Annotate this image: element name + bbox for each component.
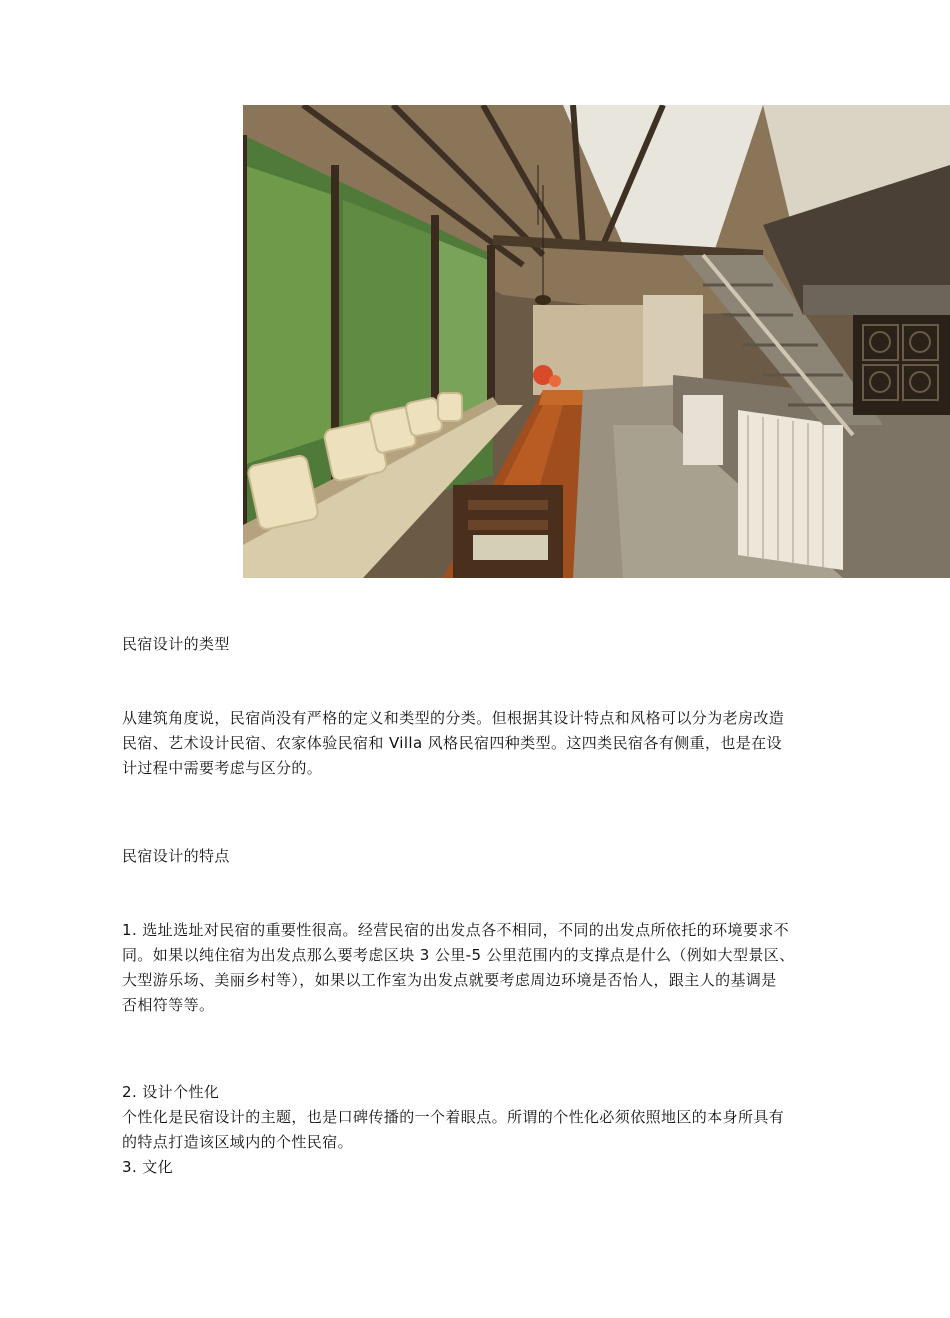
paragraph-line: 1. 选址选址对民宿的重要性很高。经营民宿的出发点各不相同，不同的出发点所依托的环境要求不 [122, 921, 790, 939]
feature-items-design-culture [122, 1080, 862, 1180]
types-paragraph [122, 706, 862, 781]
section-heading-features: 民宿设计的特点 [122, 847, 230, 865]
feature-item-location [122, 918, 862, 1018]
feature-title-culture: 3. 文化 [122, 1158, 174, 1176]
paragraph-line: 民宿、艺术设计民宿、农家体验民宿和 Villa 风格民宿四种类型。这四类民宿各有侧重，也是在设 [122, 734, 782, 752]
paragraph-line: 个性化是民宿设计的主题，也是口碑传播的一个着眼点。所谓的个性化必须依照地区的本身所具有 [122, 1108, 785, 1126]
paragraph-line: 同。如果以纯住宿为出发点那么要考虑区块 3 公里-5 公里范围内的支撑点是什么（例如大型景区、 [122, 946, 795, 964]
paragraph-line: 计过程中需要考虑与区分的。 [122, 759, 323, 777]
interior-photo [243, 105, 950, 578]
paragraph-line: 大型游乐场、美丽乡村等），如果以工作室为出发点就要考虑周边环境是否怡人，跟主人的基调是 [122, 971, 777, 989]
paragraph-line: 否相符等等。 [122, 996, 215, 1014]
paragraph-line: 从建筑角度说，民宿尚没有严格的定义和类型的分类。但根据其设计特点和风格可以分为老房改造 [122, 709, 785, 727]
feature-title-personalization: 2. 设计个性化 [122, 1083, 220, 1101]
section-heading-types: 民宿设计的类型 [122, 635, 230, 653]
paragraph-line: 的特点打造该区域内的个性民宿。 [122, 1133, 354, 1151]
